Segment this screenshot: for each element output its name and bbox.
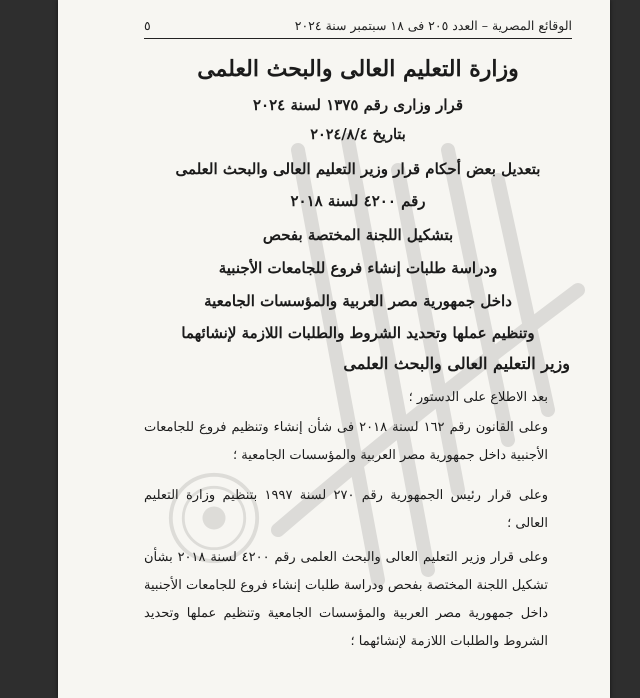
subject-line-6: وتنظيم عملها وتحديد الشروط والطلبات اللازمة لإنشائهما xyxy=(181,324,535,342)
page-header xyxy=(144,18,572,33)
preamble-paragraph-law: وعلى القانون رقم ١٦٢ لسنة ٢٠١٨ فى شأن إنشاء وتنظيم فروع للجامعات الأجنبية داخل جمهورية مصر العربية والمؤسسات الجامعية ؛ xyxy=(144,420,548,463)
preamble-paragraph-presidential-decree: وعلى قرار رئيس الجمهورية رقم ٢٧٠ لسنة ١٩٩٧ بتنظيم وزارة التعليم العالى ؛ xyxy=(144,488,549,531)
preamble-paragraph-constitution: بعد الاطلاع على الدستور ؛ xyxy=(408,390,548,405)
subject-line-3: بتشكيل اللجنة المختصة بفحص xyxy=(262,226,454,244)
decree-number: قرار وزارى رقم ١٣٧٥ لسنة ٢٠٢٤ xyxy=(253,96,463,114)
subject-line-2: رقم ٤٢٠٠ لسنة ٢٠١٨ xyxy=(290,192,426,210)
minister-heading: وزير التعليم العالى والبحث العلمى xyxy=(343,354,570,373)
subject-line-4: ودراسة طلبات إنشاء فروع للجامعات الأجنبية xyxy=(218,259,498,277)
decree-date: بتاريخ ٢٠٢٤/٨/٤ xyxy=(310,126,406,143)
subject-line-5: داخل جمهورية مصر العربية والمؤسسات الجامعية xyxy=(204,292,512,310)
preamble-paragraph-ministerial-decree: وعلى قرار وزير التعليم العالى والبحث العلمى رقم ٤٢٠٠ لسنة ٢٠١٨ بشأن تشكيل اللجنة المختصة بفحص ودراسة طلبات إنشاء فروع للجامعات الأجنبية داخل جمهورية مصر العربية والمؤسسات الجامعية وتنظيم عملها وتحديد الشروط والطلبات اللازمة لإنشائهما ؛ xyxy=(144,550,549,649)
subject-line-1: بتعديل بعض أحكام قرار وزير التعليم العالى والبحث العلمى xyxy=(175,160,541,178)
document-page xyxy=(58,0,610,698)
header-divider xyxy=(144,38,572,39)
page-number: ٥ xyxy=(144,18,151,33)
publication-title: الوقائع المصرية – العدد ٢٠٥ فى ١٨ سبتمبر سنة ٢٠٢٤ xyxy=(294,18,572,33)
ministry-title: وزارة التعليم العالى والبحث العلمى xyxy=(197,56,519,82)
